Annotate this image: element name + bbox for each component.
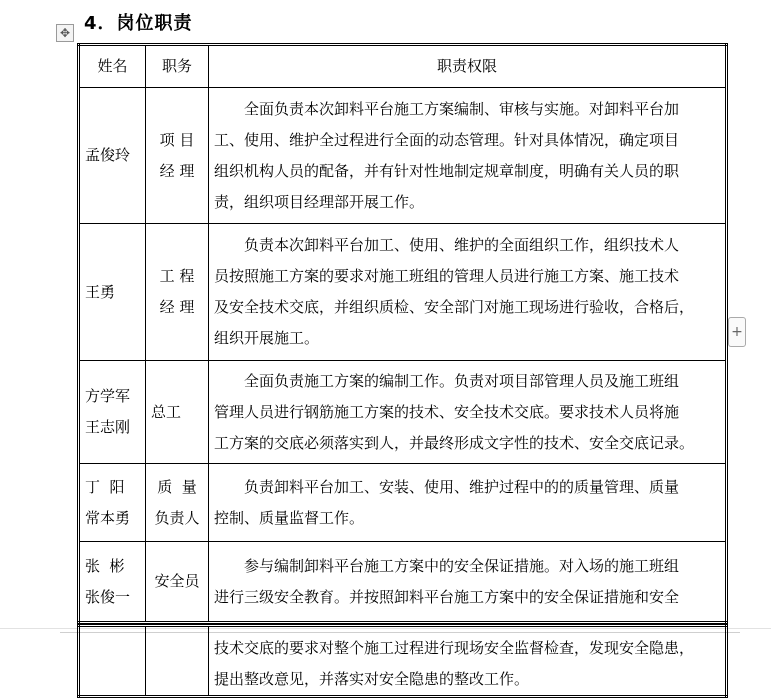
person-name-cell: 孟俊玲 bbox=[79, 88, 146, 224]
header-name: 姓名 bbox=[79, 45, 146, 88]
header-role: 职务 bbox=[146, 45, 209, 88]
role-cell: 工 程 经 理 bbox=[146, 224, 209, 361]
duty-cell: 参与编制卸料平台施工方案中的安全保证措施。对入场的施工班组 进行三级安全教育。并按照卸料平台施工方案中的安全保证措施和安全 bbox=[209, 542, 727, 623]
duty-table bbox=[77, 43, 728, 624]
person-name-cell: 张 彬 张俊一 bbox=[79, 542, 146, 623]
duty-cell: 负责本次卸料平台加工、使用、维护的全面组织工作，组织技术人 员按照施工方案的要求对施工班组的管理人员进行施工方案、施工技术 及安全技术交底，并组织质检、安全部门对施工现场进行验收，合格后， 组织开展施工。 bbox=[209, 224, 727, 361]
role-cell: 项 目 经 理 bbox=[146, 88, 209, 224]
table-row bbox=[79, 542, 727, 623]
table-row bbox=[79, 88, 727, 224]
duty-cell: 负责卸料平台加工、安装、使用、维护过程中的的质量管理、质量 控制、质量监督工作。 bbox=[209, 464, 727, 542]
section-heading: 4．岗位职责 bbox=[84, 13, 193, 34]
role-cell: 总工 bbox=[146, 361, 209, 464]
table-row bbox=[79, 464, 727, 542]
role-cell: 安全员 bbox=[146, 542, 209, 623]
person-name-cell: 方学军 王志刚 bbox=[79, 361, 146, 464]
plus-icon: + bbox=[731, 324, 743, 340]
person-name-cell: 王勇 bbox=[79, 224, 146, 361]
table-move-handle[interactable] bbox=[56, 24, 74, 42]
duty-cell: 技术交底的要求对整个施工过程进行现场安全监督检查，发现安全隐患， 提出整改意见，并落实对安全隐患的整改工作。 bbox=[209, 626, 727, 697]
role-cell: 质 量 负责人 bbox=[146, 464, 209, 542]
move-arrows-icon: ✥ bbox=[59, 26, 71, 40]
duty-cell: 全面负责施工方案的编制工作。负责对项目部管理人员及施工班组 管理人员进行钢筋施工方案的技术、安全技术交底。要求技术人员将施 工方案的交底必须落实到人，并最终形成文字性的技术、安全交底记录。 bbox=[209, 361, 727, 464]
table-row bbox=[79, 224, 727, 361]
person-name-cell: 丁 阳 常本勇 bbox=[79, 464, 146, 542]
duty-cell: 全面负责本次卸料平台施工方案编制、审核与实施。对卸料平台加 工、使用、维护全过程进行全面的动态管理。针对具体情况，确定项目 组织机构人员的配备，并有针对性地制定规章制度，明确有关人员的职 责，组织项目经理部开展工作。 bbox=[209, 88, 727, 224]
duty-table-continued bbox=[77, 624, 728, 698]
table-header-row bbox=[79, 45, 727, 88]
add-column-button[interactable] bbox=[728, 317, 746, 347]
table-row bbox=[79, 361, 727, 464]
header-duty: 职责权限 bbox=[209, 45, 727, 88]
